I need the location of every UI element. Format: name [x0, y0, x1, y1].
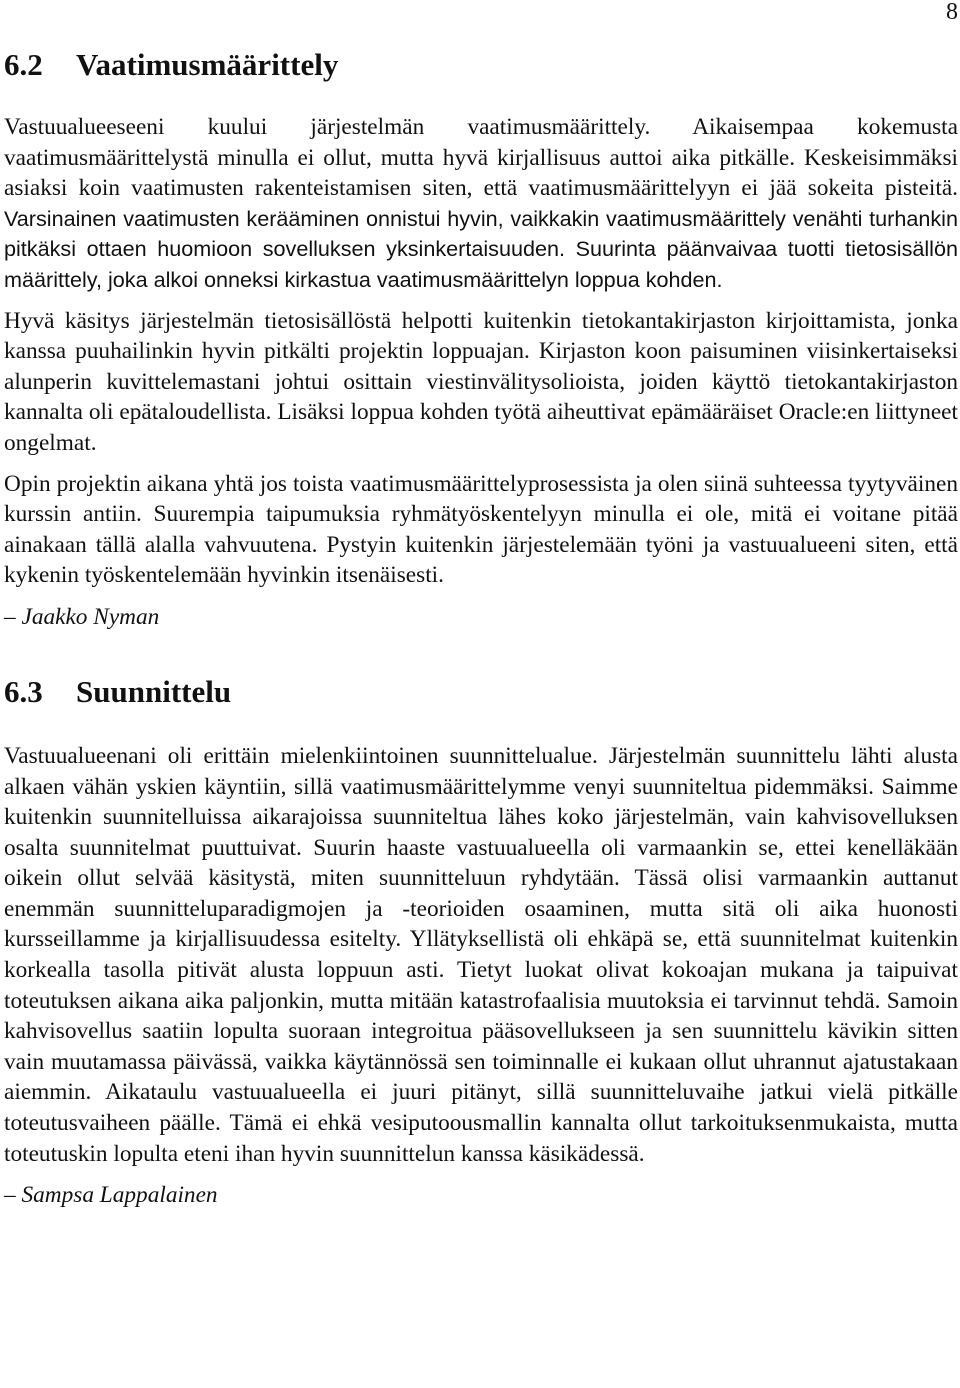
signature-name: Sampsa Lappalainen	[21, 1182, 218, 1209]
signature-dash: –	[4, 1182, 16, 1209]
section-title: Vaatimusmäärittely	[76, 47, 339, 82]
page-content	[4, 44, 958, 1211]
section-heading-6-3	[4, 671, 958, 713]
paragraph-responsibility	[4, 112, 958, 296]
section-heading-6-2	[4, 44, 958, 86]
page-number: 8	[946, 0, 958, 25]
paragraph-design: Vastuualueenani oli erittäin mielenkiintoinen suunnittelualue. Järjestelmän suunnittelu lähti alusta alkaen vähän yskien käyntiin, sillä vaatimusmäärittelymme venyi suunniteltua pidemmäksi. Saimme kuitenkin suunnitelluissa aikarajoissa suunniteltua lähes koko järjestelmän, vain kahvisovelluksen osalta suunnitelmat puuttuivat. Suurin haaste vastuualueella oli varmaankin se, ettei kenelläkään oikein ollut selvää käsitystä, miten suunnitteluun ryhdytään. Tässä olisi varmaankin auttanut enemmän suunnitteluparadigmojen ja -teorioiden osaaminen, mutta sitä oli aika huonosti kursseillamme ja kirjallisuudessa esitelty. Yllätyksellistä oli ehkäpä se, että suunnitelmat kuitenkin korkealla tasolla pitivät alusta loppuun asti. Tietyt luokat olivat kokoajan mukana ja taipuivat toteutuksen aikana aika paljonkin, mutta mitään katastrofaalisia muutoksia ei tarvinnut tehdä. Samoin kahvisovellus saatiin lopulta suoraan integroitua pääsovellukseen ja sen suunnittelu kävikin sitten vain muutamassa päivässä, vaikka käytännössä sen toiminnalle ei kukaan ollut uhrannut ajatustakaan aiemmin. Aikataulu vastuualueella ei juuri pitänyt, sillä suunnitteluvaihe jatkui vielä pitkälle toteutusvaiheen päälle. Tämä ei ehkä vesiputoousmallin kannalta ollut tarkoituksenmukaista, mutta toteutuskin lopulta eteni ihan hyvin suunnittelun kanssa käsikädessä.	[4, 742, 958, 1167]
signature-dash: –	[4, 603, 16, 630]
paragraph-part: Keskeisimmäksi asiaksi koin vaatimusten rakenteistamisen siten, että vaatimusmäärittelyyn ei jää sokeita pisteitä.	[4, 144, 958, 202]
paragraph-part: Aikaisempaa kokemusta vaatimusmäärittelystä minulla ei ollut, mutta hyvä kirjallisuus auttoi aika pitkälle.	[4, 114, 958, 171]
section-number: 6.2	[4, 47, 43, 82]
paragraph-database-library: Hyvä käsitys järjestelmän tietosisällöstä helpotti kuitenkin tietokantakirjaston kirjoittamista, jonka kanssa puuhailinkin hyvin pitkälti projektin loppuajan. Kirjaston koon paisuminen viisinkertaiseksi alunperin kuvittelemastani johtui osittain viestinvälitysolioista, joiden käyttö tietokantakirjaston kannalta oli epätaloudellista. Lisäksi loppua kohden työtä aiheuttivat epämääräiset Oracle:en liittyneet ongelmat.	[4, 307, 958, 456]
signature-name: Jaakko Nyman	[21, 603, 160, 630]
section-number: 6.3	[4, 673, 43, 709]
paragraph-part: Vastuualueeseeni kuului järjestelmän vaatimusmäärittely.	[4, 114, 651, 140]
paragraph-learning: Opin projektin aikana yhtä jos toista vaatimusmäärittelyprosessista ja olen siinä suhteessa tyytyväinen kurssin antiin. Suurempia taipumuksia ryhmätyöskentelyyn minulla ei ole, mitä ei voitane pitää ainakaan tällä alalla vahvuutena. Pystyin kuitenkin järjestelemään työni ja vastuualueeni siten, että kykenin työskentelemään hyvinkin itsenäisesti.	[4, 470, 958, 589]
signature-sampsa	[4, 1179, 958, 1211]
paragraph-part: Varsinainen vaatimusten kerääminen onnistui hyvin, vaikkakin vaatimusmäärittely venähti turhankin pitkäksi ottaen huomioon sovelluksen yksinkertaisuuden. Suurinta päänvaivaa tuotti tietosisällön määrittely, joka alkoi onneksi kirkastua vaatimusmäärittelyn loppua kohden.	[4, 205, 958, 292]
signature-jaakko	[4, 601, 958, 633]
section-title: Suunnittelu	[76, 673, 232, 709]
